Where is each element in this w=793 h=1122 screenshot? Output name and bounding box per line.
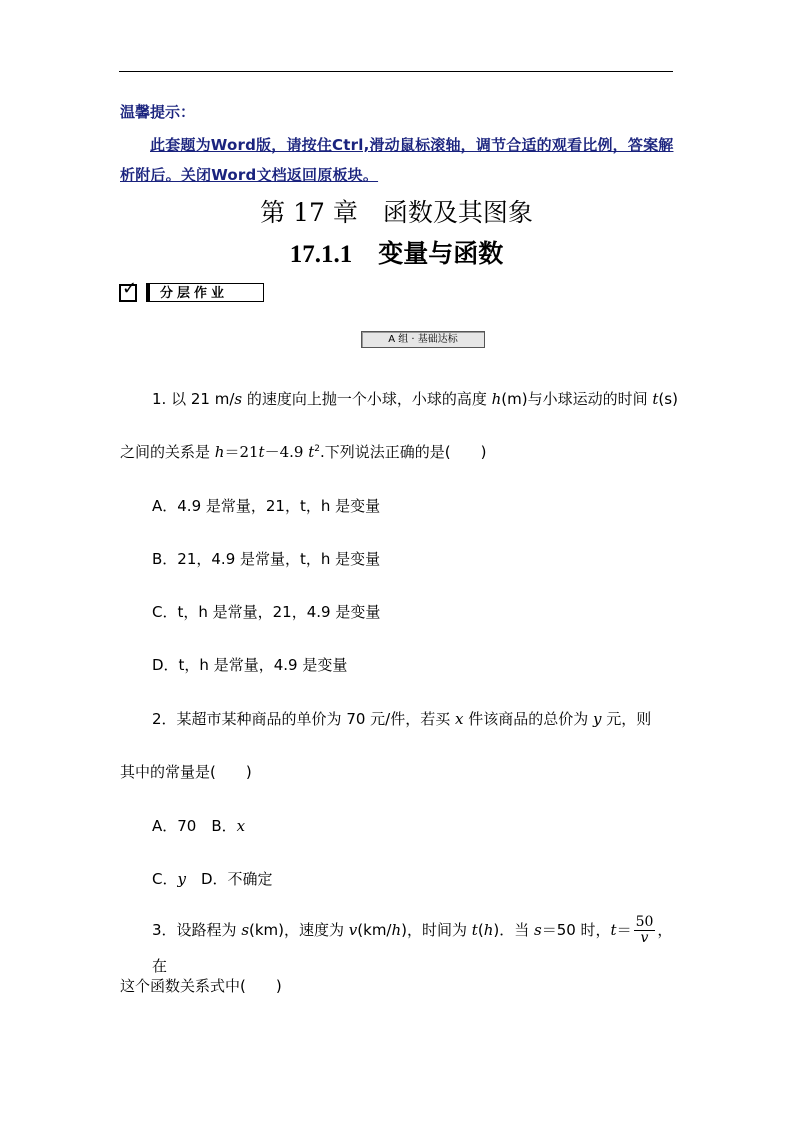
section-number: 17.1.1	[289, 241, 353, 268]
chapter-title: 第 17 章 函数及其图象	[260, 198, 533, 227]
tip-body[interactable]: 此套题为Word版，请按住Ctrl,滑动鼠标滚轴，调节合适的观看比例，答案解析附后。关闭Word文档返回原板块。	[120, 136, 674, 184]
q1-option-d: D．t，h 是常量，4.9 是变量	[152, 656, 348, 674]
q1-option-a: A．4.9 是常量，21，t，h 是变量	[152, 497, 381, 515]
q1-option-b: B．21，4.9 是常量，t，h 是变量	[152, 550, 381, 568]
homework-label: 分层作业	[146, 283, 264, 302]
q1-line1: 1. 以 21 m/s 的速度向上抛一个小球，小球的高度 h(m)与小球运动的时间 t(s)	[152, 390, 678, 408]
q1-option-c: C．t，h 是常量，21，4.9 是变量	[152, 603, 381, 621]
check-icon: ✓	[119, 284, 137, 302]
section-heading	[0, 234, 793, 270]
q3-line2: 这个函数关系式中( )	[120, 977, 282, 995]
q2-options-cd: C．y D．不确定	[152, 870, 273, 888]
q1-line2: 之间的关系是 h＝21t－4.9 $t^2$.下列说法正确的是( )	[120, 443, 487, 461]
q2-line1: 2．某超市某种商品的单价为 70 元/件，若买 x 件该商品的总价为 y 元，则	[152, 710, 652, 728]
q2-line2: 其中的常量是( )	[120, 763, 252, 781]
section-title: 变量与函数	[378, 239, 504, 268]
fraction: $\frac{50}{v}$	[635, 914, 654, 946]
q3-line1: 3．设路程为 s(km)，速度为 v(km/h)，时间为 t(h)．当 s＝50 时，t＝ $\frac{50}{v}$ ，在	[152, 914, 673, 975]
header-rule	[119, 71, 673, 72]
group-badge: A 组 · 基础达标	[361, 331, 485, 348]
tip-title: 温馨提示：	[120, 103, 196, 121]
q2-options-ab: A．70 B．x	[152, 817, 246, 835]
